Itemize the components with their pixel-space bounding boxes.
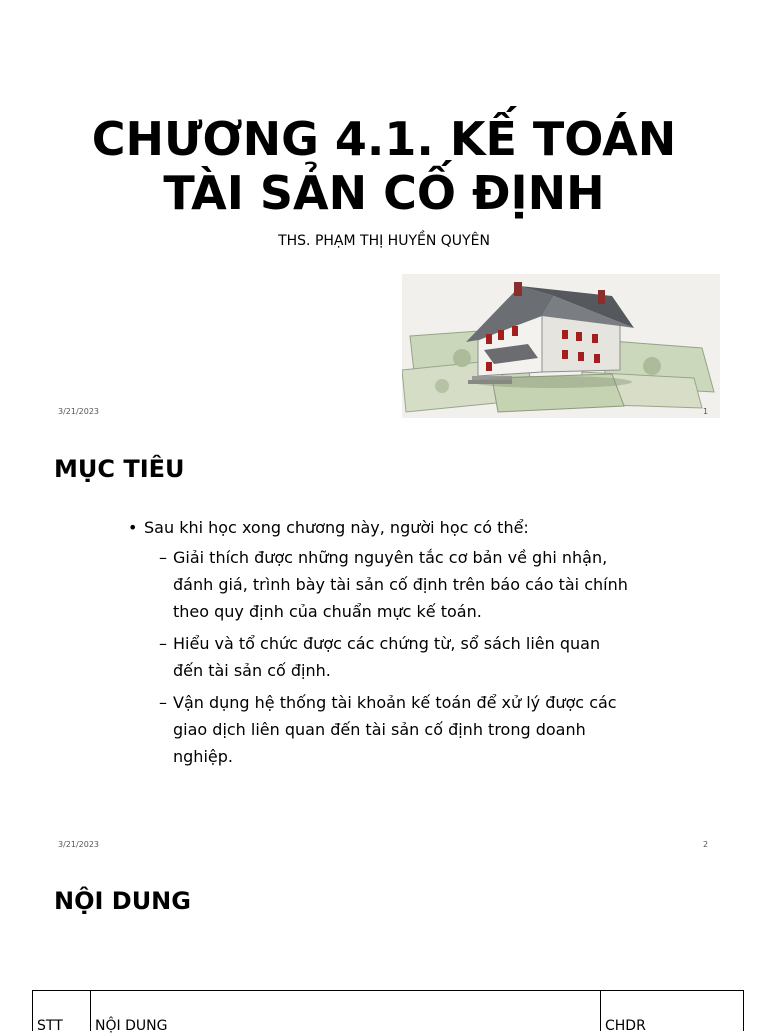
- objectives-intro-text: Sau khi học xong chương này, người học có thể:: [144, 518, 529, 537]
- contents-heading: NỘI DUNG: [54, 887, 191, 915]
- table-header-chdr: CHDR: [605, 1018, 646, 1034]
- objective-item: [128, 630, 633, 684]
- objectives-intro-item: [128, 514, 668, 541]
- title-line-2: TÀI SẢN CỐ ĐỊNH: [163, 166, 605, 220]
- objective-item: [128, 544, 633, 625]
- author-name: THS. PHẠM THỊ HUYỀN QUYÊN: [278, 233, 490, 249]
- objective-text: Hiểu và tổ chức được các chứng từ, sổ sách liên quan đến tài sản cố định.: [173, 634, 601, 680]
- objectives-list: [128, 514, 668, 775]
- objectives-heading: MỤC TIÊU: [54, 455, 185, 483]
- objective-item: [128, 689, 649, 770]
- slide-objectives: [0, 428, 768, 856]
- house-illustration: [402, 274, 720, 418]
- dash-marker: –: [159, 634, 167, 653]
- title-line-1: CHƯƠNG 4.1. KẾ TOÁN: [91, 112, 677, 166]
- slide-title-heading: [0, 112, 768, 220]
- table-header-stt: STT: [33, 991, 91, 1031]
- dash-marker: –: [159, 548, 167, 567]
- objective-text: Giải thích được những nguyên tắc cơ bản về ghi nhận, đánh giá, trình bày tài sản cố định trên báo cáo tài chính theo quy định của chuẩn mực kế toán.: [173, 548, 628, 621]
- slide-title: [0, 0, 768, 428]
- slide-date: 3/21/2023: [58, 840, 100, 849]
- slide-number: 2: [703, 840, 709, 849]
- objective-text: Vận dụng hệ thống tài khoản kế toán để xử lý được các giao dịch liên quan đến tài sản cố định trong doanh nghiệp.: [173, 693, 617, 766]
- bullet-marker: •: [128, 518, 138, 537]
- contents-table: [32, 990, 744, 1034]
- house-on-money-image: [402, 274, 720, 418]
- slide-contents: [0, 856, 768, 1034]
- slide-date: 3/21/2023: [58, 407, 100, 416]
- dash-marker: –: [159, 693, 167, 712]
- slide-number: 1: [703, 407, 709, 416]
- table-header-content: NỘI DUNG: [91, 991, 601, 1031]
